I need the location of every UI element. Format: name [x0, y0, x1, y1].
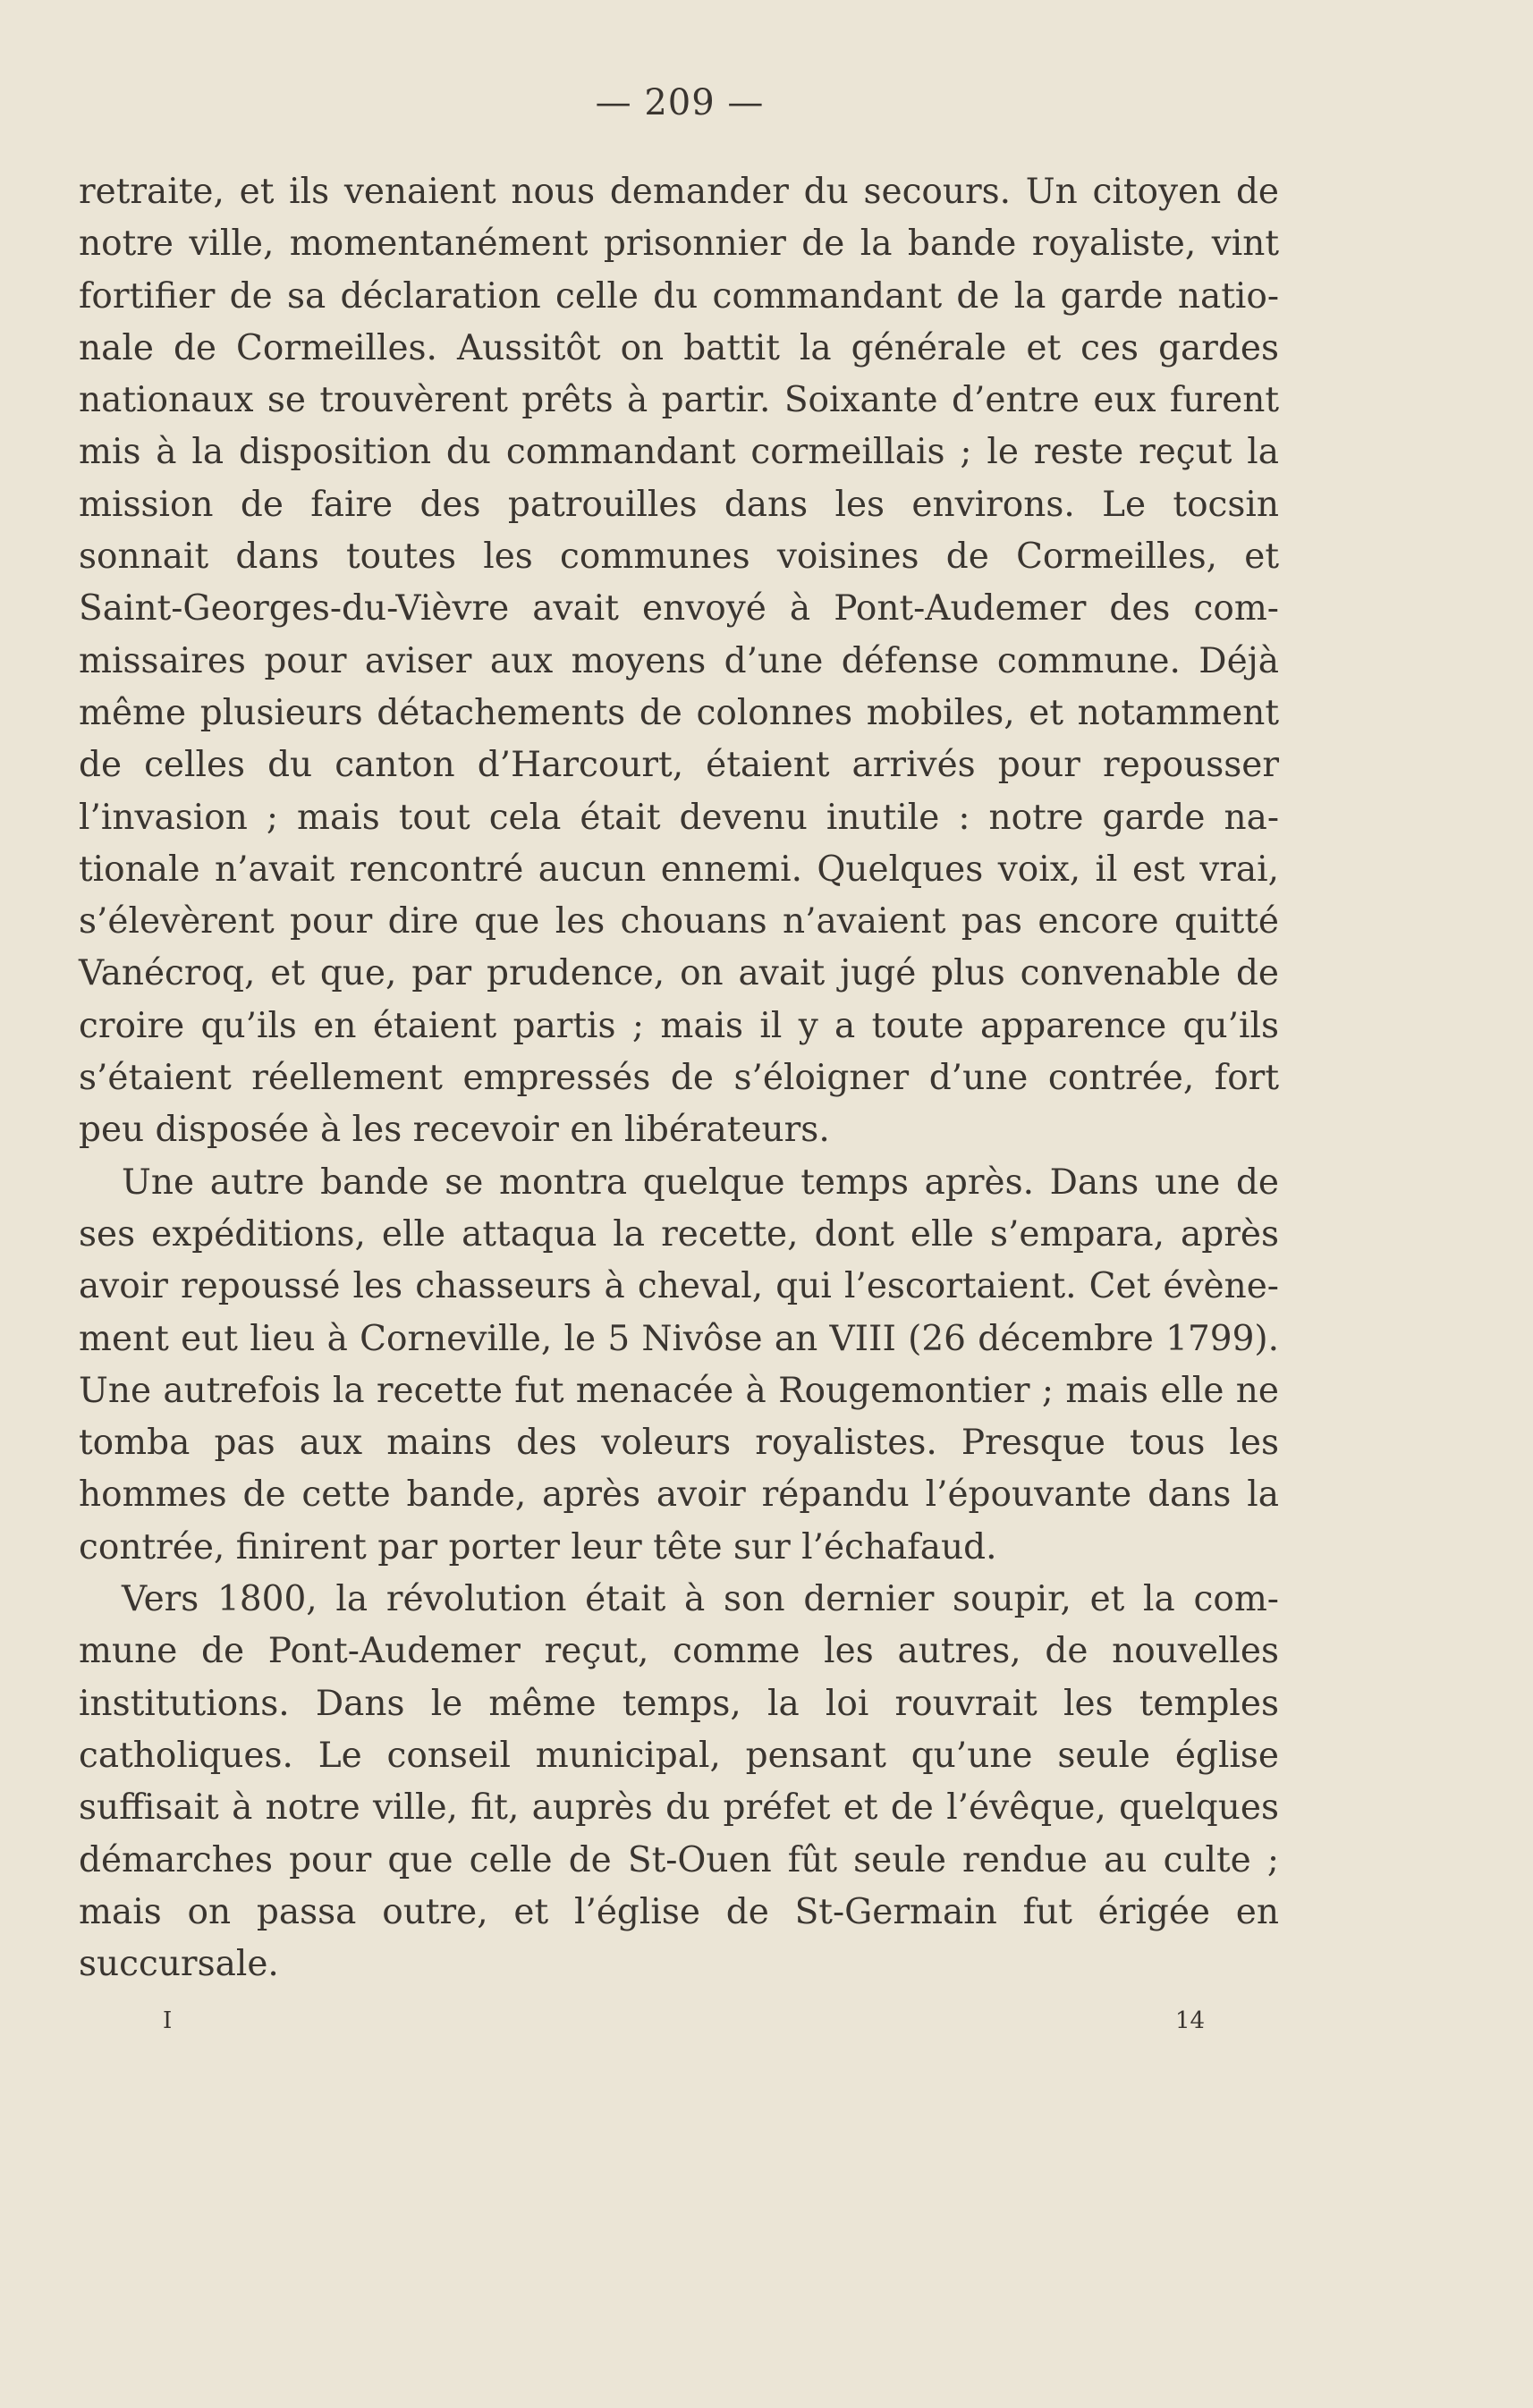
- text-line: Saint-Georges-du-Vièvre avait envoyé à Pont-Audemer des com-: [79, 588, 1279, 629]
- text-line: ment eut lieu à Corneville, le 5 Nivôse an VIII (26 décembre 1799).: [79, 1318, 1279, 1359]
- text-line: ses expéditions, elle attaqua la recette, dont elle s’empara, après: [79, 1213, 1279, 1255]
- signature-mark-left: I: [163, 2007, 173, 2034]
- text-line: suffisait à notre ville, fit, auprès du préfet et de l’évêque, quelques: [79, 1787, 1279, 1829]
- text-line: Vanécroq, et que, par prudence, on avait jugé plus convenable de: [79, 953, 1279, 994]
- body-text: [79, 166, 1279, 1990]
- text-line: contrée, finirent par porter leur tête sur l’échafaud.: [79, 1526, 997, 1567]
- text-line: démarches pour que celle de St-Ouen fût seule rendue au culte ;: [79, 1839, 1279, 1880]
- text-line: même plusieurs détachements de colonnes mobiles, et notamment: [79, 692, 1279, 733]
- text-line: s’étaient réellement empressés de s’éloigner d’une contrée, fort: [79, 1058, 1279, 1099]
- text-line: sonnait dans toutes les communes voisines de Cormeilles, et: [79, 537, 1279, 578]
- text-line: Une autre bande se montra quelque temps après. Dans une de: [122, 1162, 1279, 1203]
- text-line: notre ville, momentanément prisonnier de la bande royaliste, vint: [79, 224, 1279, 265]
- text-line: hommes de cette bande, après avoir répandu l’épouvante dans la: [79, 1474, 1279, 1516]
- text-line: peu disposée à les recevoir en libérateurs.: [79, 1110, 830, 1151]
- text-line: succursale.: [79, 1944, 279, 1985]
- text-line: retraite, et ils venaient nous demander du secours. Un citoyen de: [79, 172, 1279, 212]
- text-line: mis à la disposition du commandant cormeillais ; le reste reçut la: [79, 432, 1279, 473]
- text-line: mission de faire des patrouilles dans les environs. Le tocsin: [79, 484, 1279, 525]
- text-line: missaires pour aviser aux moyens d’une défense commune. Déjà: [79, 640, 1279, 681]
- paragraph-1: [79, 166, 1279, 1157]
- signature-mark-right: 14: [1175, 2007, 1206, 2034]
- paragraph-2: [79, 1157, 1279, 1574]
- text-line: avoir repoussé les chasseurs à cheval, qui l’escortaient. Cet évène-: [79, 1266, 1279, 1307]
- text-line: s’élevèrent pour dire que les chouans n’avaient pas encore quitté: [79, 901, 1279, 942]
- text-line: mune de Pont-Audemer reçut, comme les autres, de nouvelles: [79, 1631, 1279, 1672]
- text-line: catholiques. Le conseil municipal, pensant qu’une seule église: [79, 1735, 1279, 1776]
- text-line: nationaux se trouvèrent prêts à partir. Soixante d’entre eux furent: [79, 380, 1279, 421]
- text-line: de celles du canton d’Harcourt, étaient arrivés pour repousser: [79, 745, 1279, 786]
- text-line: tionale n’avait rencontré aucun ennemi. Quelques voix, il est vrai,: [79, 849, 1279, 890]
- text-line: fortifier de sa déclaration celle du commandant de la garde natio-: [79, 275, 1279, 317]
- text-line: Vers 1800, la révolution était à son dernier soupir, et la com-: [122, 1579, 1279, 1620]
- text-line: Une autrefois la recette fut menacée à Rougemontier ; mais elle ne: [79, 1370, 1279, 1411]
- text-line: l’invasion ; mais tout cela était devenu inutile : notre garde na-: [79, 797, 1279, 838]
- text-line: mais on passa outre, et l’église de St-Germain fut érigée en: [79, 1891, 1279, 1932]
- text-line: tomba pas aux mains des voleurs royalistes. Presque tous les: [79, 1423, 1279, 1464]
- paragraph-3: [79, 1574, 1279, 1990]
- text-line: nale de Cormeilles. Aussitôt on battit la générale et ces gardes: [79, 327, 1279, 368]
- text-line: croire qu’ils en étaient partis ; mais il y a toute apparence qu’ils: [79, 1005, 1279, 1046]
- text-line: institutions. Dans le même temps, la loi rouvrait les temples: [79, 1683, 1279, 1724]
- page-number: — 209 —: [595, 82, 765, 123]
